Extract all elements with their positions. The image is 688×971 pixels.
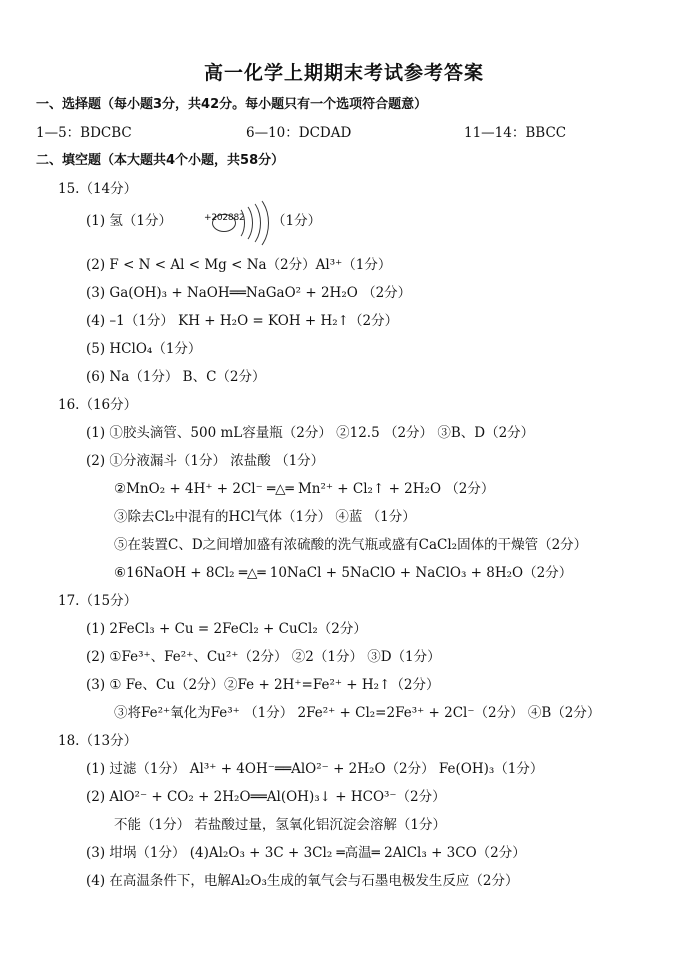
- answer-line: ②MnO₂ + 4H⁺ + 2Cl⁻ ═△═ Mn²⁺ + Cl₂↑ + 2H₂O （2分）: [114, 481, 495, 497]
- answer-line: (2) ①分液漏斗（1分） 浓盐酸 （1分）: [86, 453, 325, 469]
- answer-line: (5) HClO₄（1分）: [86, 341, 202, 357]
- section-heading: 二、填空题（本大题共4个小题，共58分）: [36, 153, 285, 168]
- answer-line: 18.（13分）: [58, 733, 138, 749]
- answer-line: (1) 氢（1分）: [86, 213, 173, 229]
- answer-line: 不能（1分） 若盐酸过量，氢氧化铝沉淀会溶解（1分）: [114, 817, 446, 833]
- answer-line: ③除去Cl₂中混有的HCl气体（1分） ④蓝 （1分）: [114, 509, 416, 525]
- answer-line: (1) ①胶头滴管、500 mL容量瓶（2分） ②12.5 （2分） ③B、D（2分）: [86, 425, 535, 441]
- answer-line: 6—10：DCDAD: [246, 125, 352, 141]
- answer-line: 16.（16分）: [58, 397, 138, 413]
- answer-line: 11—14：BBCC: [464, 125, 567, 141]
- electron-configuration-label: +202882: [204, 213, 245, 223]
- answer-line: ⑥16NaOH + 8Cl₂ ═△═ 10NaCl + 5NaClO + NaClO₃ + 8H₂O（2分）: [114, 565, 573, 581]
- answer-line: (1) 2FeCl₃ + Cu = 2FeCl₂ + CuCl₂（2分）: [86, 621, 367, 637]
- answer-line: ⑤在装置C、D之间增加盛有浓硫酸的洗气瓶或盛有CaCl₂固体的干燥管（2分）: [114, 537, 588, 553]
- answer-line: 15.（14分）: [58, 181, 138, 197]
- answer-line: (1) 过滤（1分） Al³⁺ + 4OH⁻══AlO²⁻ + 2H₂O（2分） Fe(OH)₃（1分）: [86, 761, 544, 777]
- answer-line: (4) –1（1分） KH + H₂O = KOH + H₂↑（2分）: [86, 313, 399, 329]
- answer-line: ③将Fe²⁺氧化为Fe³⁺ （1分） 2Fe²⁺ + Cl₂=2Fe³⁺ + 2Cl⁻（2分） ④B（2分）: [114, 705, 601, 721]
- answer-line: (2) F < N < Al < Mg < Na（2分）Al³⁺（1分）: [86, 257, 392, 273]
- answer-line: (3) 坩埚（1分） (4)Al₂O₃ + 3C + 3Cl₂ ═高温═ 2AlCl₃ + 3CO（2分）: [86, 845, 526, 861]
- answer-line: (2) ①Fe³⁺、Fe²⁺、Cu²⁺（2分） ②2（1分） ③D（1分）: [86, 649, 441, 665]
- page-title: 高一化学上期期末考试参考答案: [203, 62, 484, 84]
- answer-line: (4) 在高温条件下，电解Al₂O₃生成的氧气会与石墨电极发生反应（2分）: [86, 873, 519, 889]
- answer-line: (2) AlO²⁻ + CO₂ + 2H₂O══Al(OH)₃↓ + HCO³⁻（2分）: [86, 789, 446, 805]
- answer-line: (3) Ga(OH)₃ + NaOH══NaGaO² + 2H₂O （2分）: [86, 285, 412, 301]
- answer-line: 1—5：BDCBC: [36, 125, 132, 141]
- answer-line: (6) Na（1分） B、C（2分）: [86, 369, 266, 385]
- answer-line: 17.（15分）: [58, 593, 138, 609]
- section-heading: 一、选择题（每小题3分，共42分。每小题只有一个选项符合题意）: [36, 97, 428, 112]
- answer-line: （1分）: [272, 213, 322, 229]
- gallium-atom-structure-diagram: [198, 200, 270, 244]
- electron-shell-4: [232, 194, 269, 252]
- answer-line: (3) ① Fe、Cu（2分）②Fe + 2H⁺=Fe²⁺ + H₂↑（2分）: [86, 677, 440, 693]
